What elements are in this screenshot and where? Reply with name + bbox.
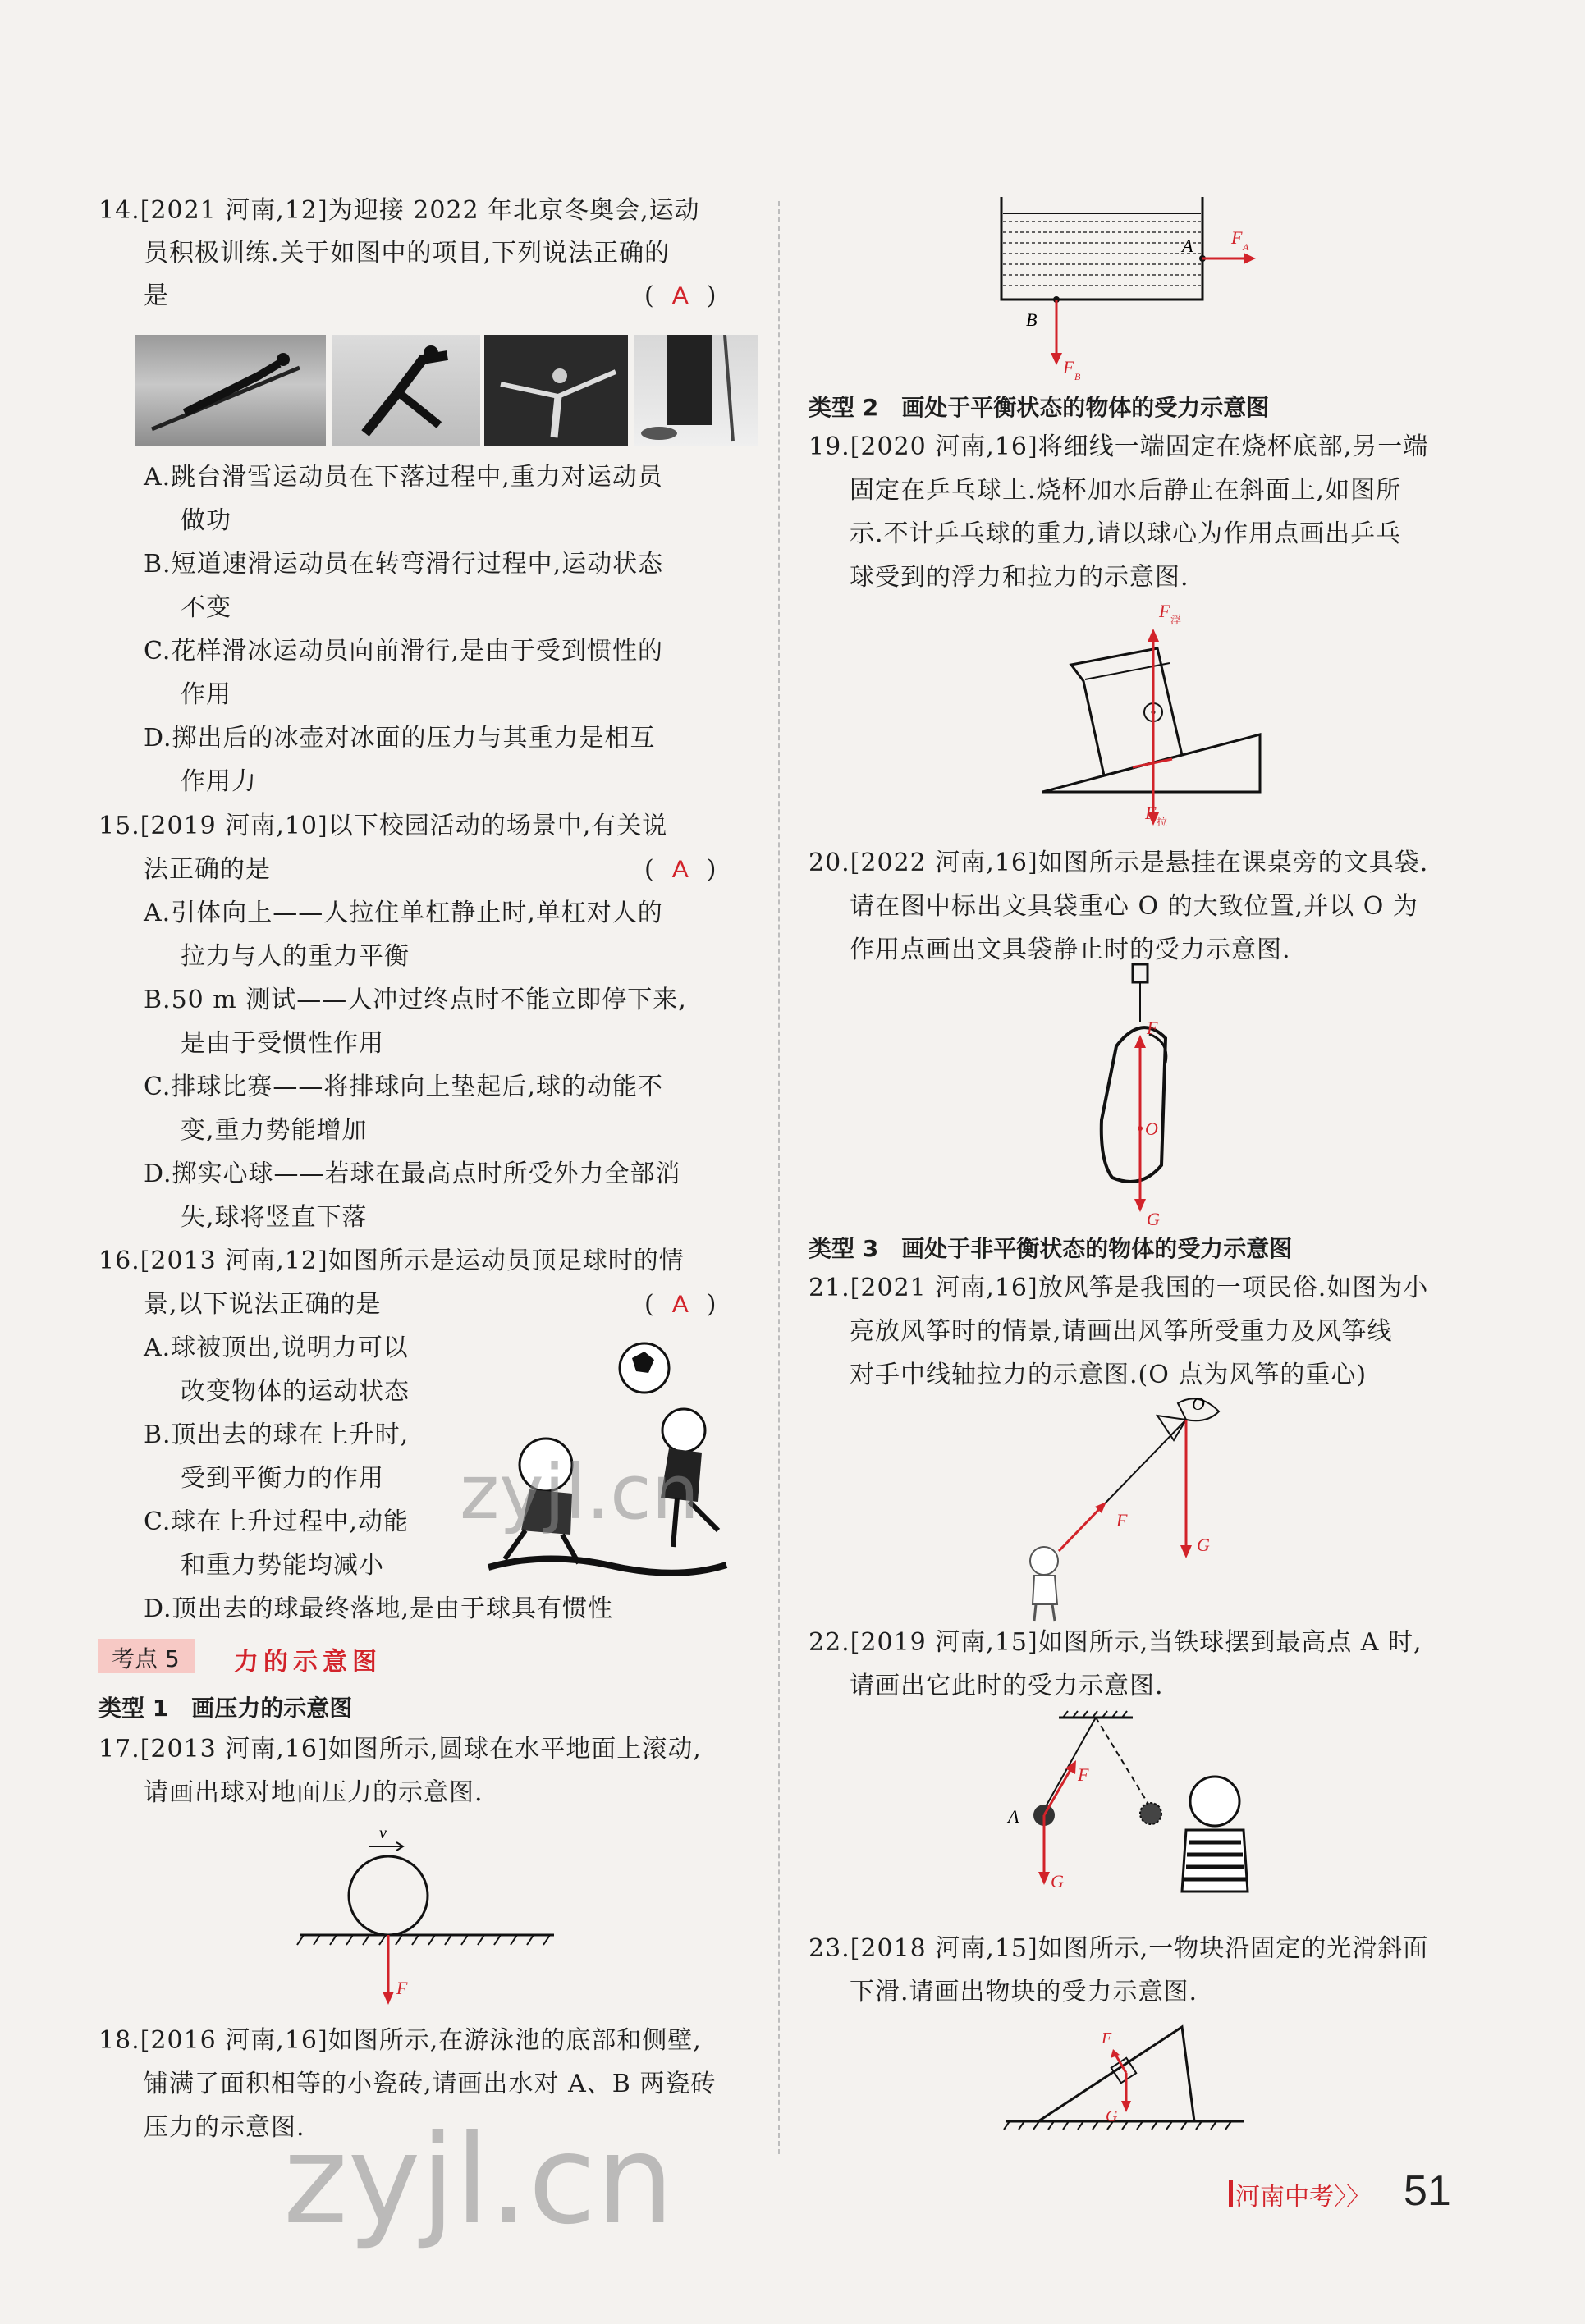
curling-photo [634,335,758,446]
point-A-label: A [1182,236,1193,256]
q20-line1: 20.[2022 河南,16]如图所示是悬挂在课桌旁的文具袋. [809,849,1429,877]
pencil-bag-figure [1067,956,1231,1227]
q16-optC2: 和重力势能均减小 [181,1551,384,1580]
kite-figure [1010,1387,1280,1625]
q15-line2: 法正确的是 [144,855,271,884]
incline-block-figure [1001,2011,1248,2150]
column-divider [778,201,780,2154]
q14-line1: 14.[2021 河南,12]为迎接 2022 年北京冬奥会,运动 [98,196,700,225]
q15-optD2: 失,球将竖直下落 [181,1203,368,1232]
q16-answer-value: A [671,1291,689,1318]
q15-optD1: D.掷实心球——若球在最高点时所受外力全部消 [144,1160,681,1188]
q15-line1: 15.[2019 河南,10]以下校园活动的场景中,有关说 [98,812,668,840]
q22-line1: 22.[2019 河南,15]如图所示,当铁球摆到最高点 A 时, [809,1628,1422,1657]
beaker-on-incline-figure [1034,599,1272,845]
q17-line1: 17.[2013 河南,16]如图所示,圆球在水平地面上滚动, [98,1735,702,1764]
kite-center-O-label: O [1192,1393,1205,1414]
q14-line2: 员积极训练.关于如图中的项目,下列说法正确的 [144,239,671,268]
q18-line3: 压力的示意图. [144,2113,305,2142]
q15-optA2: 拉力与人的重力平衡 [181,942,410,971]
q19-line1: 19.[2020 河南,16]将细线一端固定在烧杯底部,另一端 [809,432,1429,461]
q14-optD2: 作用力 [181,767,257,796]
pressure-force-label: F [396,1978,408,1998]
rolling-ball-figure [291,1818,562,2015]
bag-force-F-label: F [1147,1018,1158,1038]
q19-line4: 球受到的浮力和拉力的示意图. [850,563,1189,592]
q16-line2: 景,以下说法正确的是 [144,1290,382,1319]
q18-line2: 铺满了面积相等的小瓷砖,请画出水对 A、B 两瓷砖 [144,2070,717,2098]
figure-skating-photo [484,335,628,446]
q14-optD1: D.掷出后的冰壶对冰面的压力与其重力是相互 [144,724,656,753]
q21-line1: 21.[2021 河南,16]放风筝是我国的一项民俗.如图为小 [809,1274,1429,1302]
gravity-G-label: G [1051,1871,1064,1892]
q21-line3: 对手中线轴拉力的示意图.(O 点为风筝的重心) [850,1361,1367,1389]
q20-line2: 请在图中标出文具袋重心 O 的大致位置,并以 O 为 [850,892,1418,921]
block-gravity-G-label: G [1106,2107,1118,2125]
q15-optB2: 是由于受惯性作用 [181,1029,384,1058]
q15-optA1: A.引体向上——人拉住单杠静止时,单杠对人的 [144,899,663,927]
q20-line3: 作用点画出文具袋静止时的受力示意图. [850,936,1291,964]
speed-skating-photo [332,335,480,446]
q23-line2: 下滑.请画出物块的受力示意图. [850,1978,1198,2006]
q16-optB2: 受到平衡力的作用 [181,1464,384,1493]
q14-line3: 是 [144,281,169,310]
force-B-subscript: B [1074,371,1081,382]
q15-answer-value: A [671,856,689,883]
q15-optC1: C.排球比赛——将排球向上垫起后,球的动能不 [144,1073,663,1101]
page-number: 51 [1404,2167,1451,2215]
force-A-label: F [1231,227,1243,248]
point-B-label: B [1026,309,1038,330]
q22-line2: 请画出它此时的受力示意图. [850,1672,1164,1700]
buoyancy-subscript: 浮 [1170,614,1182,626]
q14-optB2: 不变 [181,593,231,622]
q16-optC1: C.球在上升过程中,动能 [144,1507,409,1536]
bag-gravity-G-label: G [1147,1209,1160,1227]
q19-line2: 固定在乒乓球上.烧杯加水后静止在斜面上,如图所 [850,476,1402,505]
ball-point-A-label: A [1008,1806,1019,1827]
q14-answer: ( A ) [644,281,717,310]
type2-heading: 类型 2 画处于平衡状态的物体的受力示意图 [809,394,1270,421]
q14-answer-value: A [671,282,689,309]
q14-optA1: A.跳台滑雪运动员在下落过程中,重力对运动员 [144,463,663,492]
q15-optB1: B.50 m 测试——人冲过终点时不能立即停下来, [144,986,687,1014]
q18-line1: 18.[2016 河南,16]如图所示,在游泳池的底部和侧壁, [98,2026,702,2055]
q14-optB1: B.短道速滑运动员在转弯滑行过程中,运动状态 [144,550,664,579]
q15-optC2: 变,重力势能增加 [181,1116,368,1145]
ski-jump-photo [135,335,326,446]
q19-line3: 示.不计乒乓球的重力,请以球心为作用点画出乒乓 [850,519,1402,548]
pendulum-figure [993,1703,1264,1928]
page-label: 河南中考〉〉 [1235,2183,1371,2212]
q15-answer: ( A ) [644,855,717,884]
kite-pull-F-label: F [1116,1510,1128,1530]
kite-gravity-G-label: G [1197,1535,1210,1555]
tension-F-label: F [1078,1764,1089,1785]
section-title: 力的示意图 [234,1648,382,1677]
q16-optA2: 改变物体的运动状态 [181,1377,410,1406]
force-B-label: F [1063,357,1074,377]
pool-figure [985,193,1297,390]
q14-optA2: 做功 [181,506,231,535]
q16-optD1: D.顶出去的球最终落地,是由于球具有惯性 [144,1594,614,1623]
type1-heading: 类型 1 画压力的示意图 [98,1695,353,1722]
normal-force-F-label: F [1102,2029,1112,2047]
q16-optB1: B.顶出去的球在上升时, [144,1420,410,1449]
page-label-bar [1229,2180,1233,2207]
watermark-bottom: zyjl.cn [283,2109,675,2252]
bag-center-O-label: O [1145,1119,1158,1139]
type3-heading: 类型 3 画处于非平衡状态的物体的受力示意图 [809,1235,1293,1262]
q14-optC1: C.花样滑冰运动员向前滑行,是由于受到惯性的 [144,637,663,666]
tension-force-label: F [1145,803,1157,823]
velocity-label: v [379,1824,387,1842]
watermark-center: zyjl.cn [460,1448,699,1536]
q16-answer: ( A ) [644,1290,717,1319]
q16-line1: 16.[2013 河南,12]如图所示是运动员顶足球时的情 [98,1247,685,1275]
q21-line2: 亮放风筝时的情景,请画出风筝所受重力及风筝线 [850,1317,1393,1346]
q16-optA1: A.球被顶出,说明力可以 [144,1334,409,1362]
tension-subscript: 拉 [1157,816,1168,828]
buoyancy-force-label: F [1159,601,1170,621]
section-label: 考点 5 [112,1645,180,1672]
q17-line2: 请画出球对地面压力的示意图. [144,1778,483,1807]
force-A-subscript: A [1243,241,1249,253]
q23-line1: 23.[2018 河南,15]如图所示,一物块沿固定的光滑斜面 [809,1934,1429,1963]
q14-optC2: 作用 [181,680,231,709]
